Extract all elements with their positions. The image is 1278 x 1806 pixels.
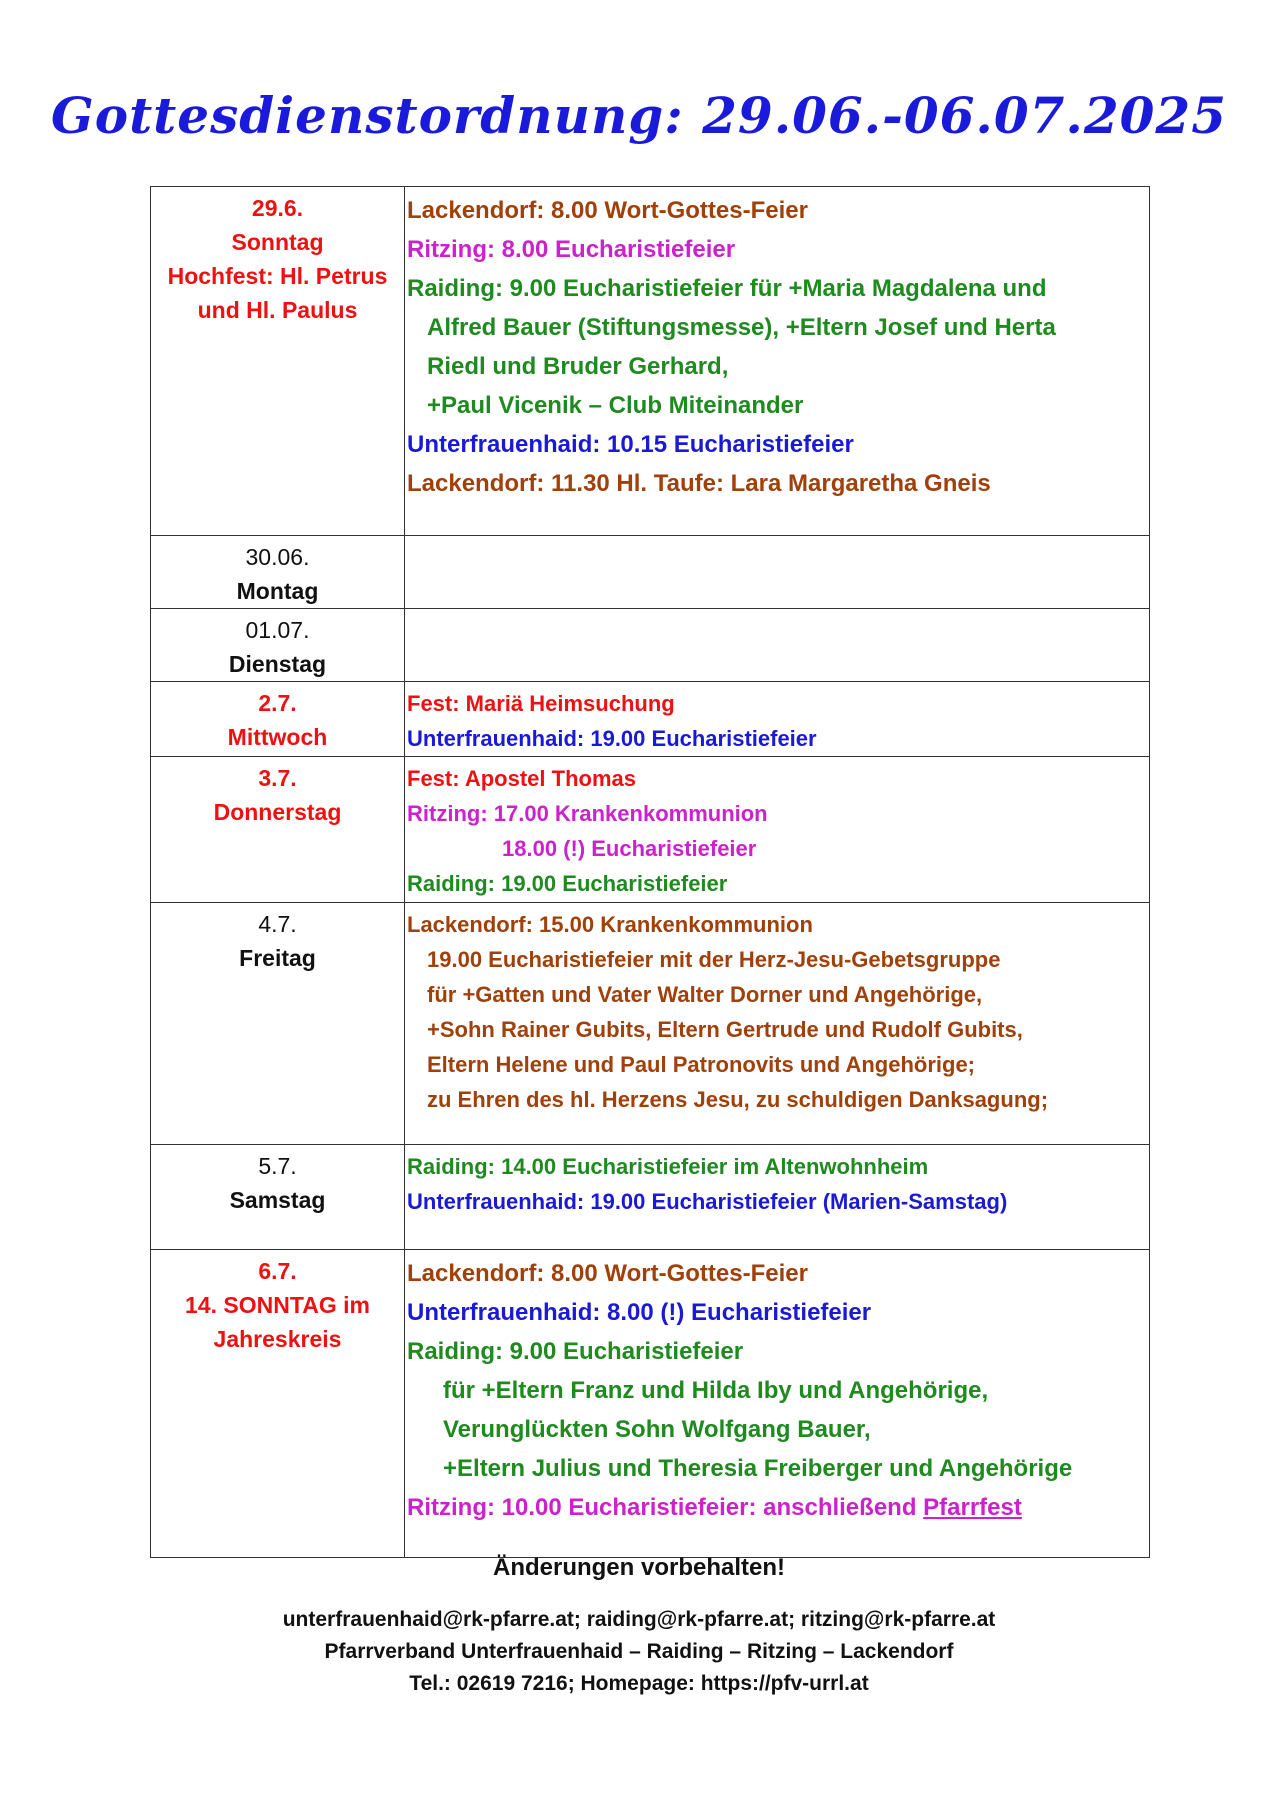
date-cell [151,1250,405,1558]
weekday-label: Dienstag [228,651,327,677]
entries-cell [405,1250,1150,1558]
service-entry: +Eltern Julius und Theresia Freiberger und Angehörige [443,1455,1073,1482]
table-row [151,1250,1150,1558]
feast-label: Hochfest: Hl. Petrus [167,263,388,289]
service-entry: +Paul Vicenik – Club Miteinander [427,392,804,419]
weekday-label: Mittwoch [227,724,328,750]
entries-cell [405,757,1150,903]
footer-contact-line: Tel.: 02619 7216; Homepage: https://pfv-urrl.at [409,1672,869,1695]
service-entry: Raiding: 14.00 Eucharistiefeier im Altenwohnheim [407,1154,929,1179]
service-entry: Ritzing: 17.00 Krankenkommunion [407,801,768,826]
service-entry: Unterfrauenhaid: 19.00 Eucharistiefeier (Marien-Samstag) [407,1189,1008,1214]
service-entry: Unterfrauenhaid: 8.00 (!) Eucharistiefeier [407,1299,872,1326]
table-row [151,1145,1150,1250]
service-entry: Riedl und Bruder Gerhard, [427,353,729,380]
table-row [151,757,1150,903]
date-label: 3.7. [258,765,297,791]
entries-cell [405,1145,1150,1250]
weekday-label: Samstag [229,1187,326,1213]
footer-contact [0,1604,1278,1700]
date-label: 5.7. [258,1153,297,1179]
service-entry: Lackendorf: 11.30 Hl. Taufe: Lara Margaretha Gneis [407,470,991,497]
date-cell [151,187,405,536]
date-label: 01.07. [245,617,310,643]
entries-cell [405,187,1150,536]
pfarrfest-link[interactable]: Pfarrfest [923,1494,1022,1521]
entries-cell [405,536,1150,609]
date-cell [151,757,405,903]
date-cell [151,609,405,682]
weekday-label: 14. SONNTAG im [185,1292,370,1318]
service-entry: Ritzing: 8.00 Eucharistiefeier [407,236,736,263]
footer-emails: unterfrauenhaid@rk-pfarre.at; raiding@rk-pfarre.at; ritzing@rk-pfarre.at [282,1608,996,1631]
entries-cell [405,682,1150,757]
table-row [151,187,1150,536]
date-cell [151,682,405,757]
table-row [151,536,1150,609]
date-label: 6.7. [258,1258,297,1284]
feast-entry: Fest: Mariä Heimsuchung [407,691,675,716]
service-entry: Lackendorf: 8.00 Wort-Gottes-Feier [407,1260,808,1287]
weekday-label: Jahreskreis [213,1326,342,1352]
date-label: 2.7. [258,690,297,716]
footer-association: Pfarrverband Unterfrauenhaid – Raiding – Ritzing – Lackendorf [324,1640,954,1663]
service-entry: Raiding: 9.00 Eucharistiefeier [407,1338,744,1365]
feast-entry: Fest: Apostel Thomas [407,766,636,791]
service-entry: zu Ehren des hl. Herzens Jesu, zu schuldigen Danksagung; [427,1087,1049,1112]
service-entry: Lackendorf: 8.00 Wort-Gottes-Feier [407,197,808,224]
service-entry: Raiding: 9.00 Eucharistiefeier für +Maria Magdalena und [407,275,1047,302]
table-row [151,609,1150,682]
service-entry: Raiding: 19.00 Eucharistiefeier [407,871,728,896]
weekday-label: Freitag [239,945,316,971]
schedule-table [150,186,1150,1558]
service-entry: Unterfrauenhaid: 10.15 Eucharistiefeier [407,431,854,458]
service-entry-text: Ritzing: 10.00 Eucharistiefeier: anschließend [407,1494,924,1521]
date-label: 4.7. [258,911,297,937]
service-entry: Verunglückten Sohn Wolfgang Bauer, [443,1416,871,1443]
service-entry: 18.00 (!) Eucharistiefeier [502,836,757,861]
service-entry: Alfred Bauer (Stiftungsmesse), +Eltern Josef und Herta [427,314,1056,341]
feast-label: und Hl. Paulus [197,297,358,323]
service-entry: für +Gatten und Vater Walter Dorner und Angehörige, [427,982,983,1007]
service-entry: Unterfrauenhaid: 19.00 Eucharistiefeier [407,726,817,751]
service-entry: +Sohn Rainer Gubits, Eltern Gertrude und Rudolf Gubits, [427,1017,1023,1042]
date-cell [151,1145,405,1250]
weekday-label: Sonntag [231,229,324,255]
service-entry: 19.00 Eucharistiefeier mit der Herz-Jesu-Gebetsgruppe [427,947,1001,972]
service-entry: Lackendorf: 15.00 Krankenkommunion [407,912,813,937]
service-entry: Eltern Helene und Paul Patronovits und Angehörige; [427,1052,976,1077]
date-cell [151,903,405,1145]
service-entry: für +Eltern Franz und Hilda Iby und Angehörige, [443,1377,989,1404]
entries-cell [405,609,1150,682]
page-title: Gottesdienstordnung: 29.06.-06.07.2025 [51,86,1227,145]
weekday-label: Donnerstag [213,799,342,825]
date-label: 29.6. [251,195,304,221]
weekday-label: Montag [236,578,319,604]
service-entry [407,1488,1149,1527]
entries-cell [405,903,1150,1145]
date-label: 30.06. [245,544,310,570]
date-cell [151,536,405,609]
table-row [151,682,1150,757]
table-row [151,903,1150,1145]
changes-note: Änderungen vorbehalten! [492,1554,786,1581]
